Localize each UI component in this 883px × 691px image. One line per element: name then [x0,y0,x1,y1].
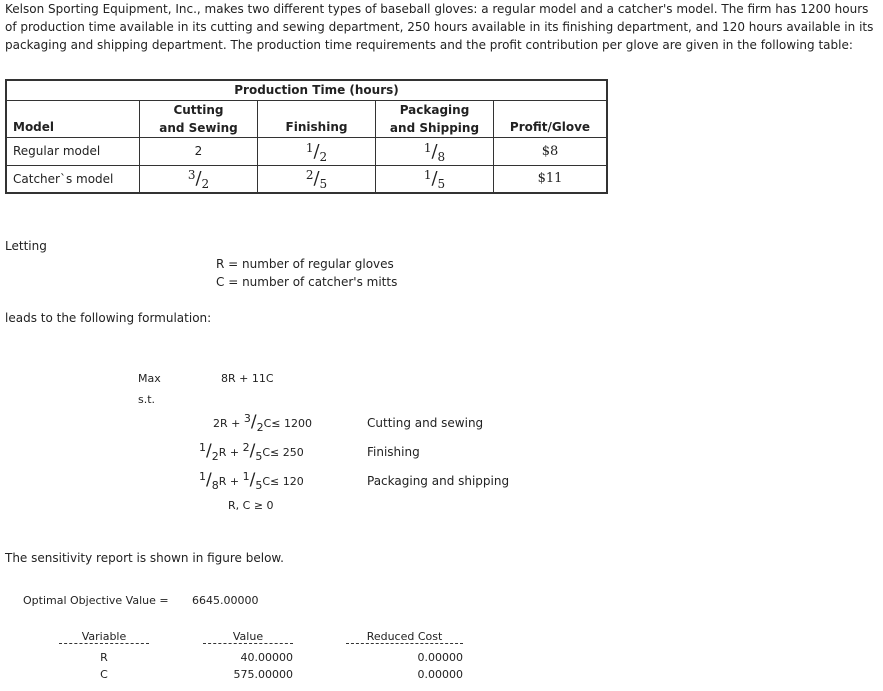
row-model: Regular model [6,137,140,165]
production-table [5,79,608,194]
report-value: 575.00000 [233,668,293,681]
constraint-3: 1/8R + 1/5C≤ 120 [199,470,304,492]
sensitivity-text: The sensitivity report is shown in figure below. [5,551,284,565]
row-packaging: 1/5 [376,165,494,193]
def-c: C = number of catcher's mitts [216,275,398,289]
col-header-packaging: Packaging and Shipping [376,100,494,137]
production-time-header: Production Time (hours) [140,80,494,100]
constraint-3-label: Packaging and shipping [367,474,510,488]
row-cutting: 3/2 [140,165,258,193]
col-header-model: Model [6,100,140,137]
table-row [6,137,607,165]
report-reduced-cost: 0.00000 [417,668,463,681]
report-variable: C [100,668,108,681]
constraint-1: 2R + 3/2C≤ 1200 [213,412,312,434]
col-variable-header: Variable [59,630,149,644]
constraint-2: 1/2R + 2/5C≤ 250 [199,441,304,463]
intro-paragraph: Kelson Sporting Equipment, Inc., makes two different types of baseball gloves: a regular model and a catcher's model. The firm has 1200 hours of production time available in its cutting and sewing department, 250 hours available in its finishing department, and 120 hours available in its packaging and shipping department. The production time requirements and the profit contribution per glove are given in the following table: [5,2,874,52]
optimal-objective-value: 6645.00000 [192,594,259,607]
col-reduced-cost-header: Reduced Cost [346,630,463,644]
col-value-header: Value [203,630,293,644]
row-packaging: 1/8 [376,137,494,165]
row-cutting: 2 [140,137,258,165]
row-model: Catcher`s model [6,165,140,193]
row-profit: $11 [494,165,608,193]
leads-text: leads to the following formulation: [5,311,212,325]
row-profit: $8 [494,137,608,165]
objective: 8R + 11C [221,372,274,385]
col-header-profit: Profit/Glove [494,100,608,137]
constraint-2-label: Finishing [367,445,420,459]
report-variable: R [100,651,108,664]
table-row [6,165,607,193]
col-header-cutting: Cutting and Sewing [140,100,258,137]
col-header-finishing: Finishing [258,100,376,137]
nonnegativity: R, C ≥ 0 [228,499,274,512]
optimal-objective-label: Optimal Objective Value = [23,594,169,607]
st-label: s.t. [138,393,156,406]
constraint-1-label: Cutting and sewing [367,416,484,430]
row-finishing: 2/5 [258,165,376,193]
report-reduced-cost: 0.00000 [417,651,463,664]
report-value: 40.00000 [240,651,293,664]
max-label: Max [138,372,161,385]
row-finishing: 1/2 [258,137,376,165]
letting-text: Letting [5,239,47,253]
def-r: R = number of regular gloves [216,257,394,271]
